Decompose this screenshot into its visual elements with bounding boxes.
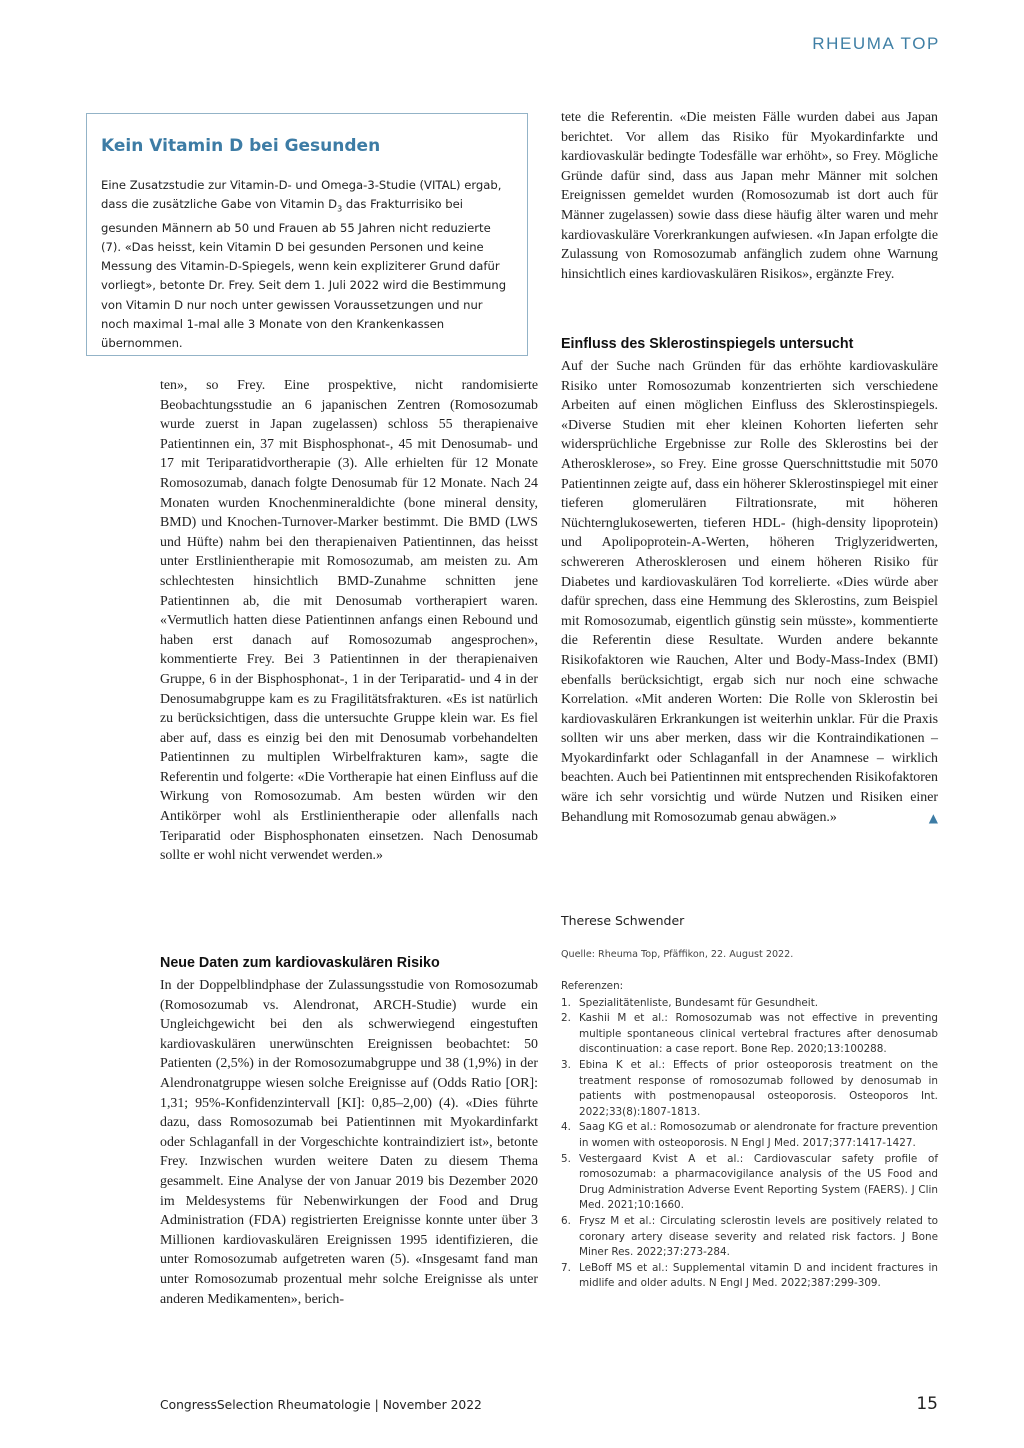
- right-section-heading: Einfluss des Sklerostinspiegels untersucht: [561, 336, 854, 352]
- reference-item: [561, 1011, 938, 1058]
- reference-text: Frysz M et al.: Circulating sclerostin levels are positively related to coronary artery disease severity and related risk factors. J Bone Miner Res. 2022;37:273-284.: [579, 1214, 938, 1259]
- reference-text: Ebina K et al.: Effects of prior osteoporosis treatment on the treatment response of romosozumab followed by denosumab in patients with postmenopausal osteoporosis. Osteoporos Int. 2022;33(8):1807-1813.: [579, 1058, 938, 1118]
- left-paragraph-1: ten», so Frey. Eine prospektive, nicht randomisierte Beobachtungsstudie an 6 japanischen Zentren (Romosozumab wurde zuerst in Japan zugelassen) schloss 55 therapienaive Patientinnen ein, 37 mit Bisphosphonat-, 45 mit Denosumab- und 17 mit Teriparatidvortherapie (3). Alle erhielten für 12 Monate Romosozumab, danach folgte Denosumab für 12 Monate. Nach 24 Monaten wurden Knochenmineraldichte (bone mineral density, BMD) und Knochen-Turnover-Marker bestimmt. Die BMD (LWS und Hüfte) nahm bei den therapienaiven Patientinnen, das heisst unter Erstlinientherapie mit Romosozumab, am meisten zu. Am schlechtesten hinsichtlich BMD-Zunahme schnitten jene Patientinnen ab, die mit Denosumab vortherapiert waren. «Vermutlich hatten diese Patientinnen anfangs einen Rebound und haben erst danach auf Romosozumab angesprochen», kommentierte Frey. Bei 3 Patientinnen in der therapienaiven Gruppe, 6 in der Bisphosphonat-, 1 in der Teriparatid- und 4 in der Denosumabgruppe kam es zu Fragilitätsfrakturen. «Es ist natürlich zu berücksichtigen, dass die untersuchte Gruppe klein war. Es fiel aber auf, dass es einzig bei den mit Denosumab vorbehandelten Patientinnen zu multiplen Wirbelfrakturen kam», sagte die Referentin und folgerte: «Die Vortherapie hat einen Einfluss auf die Wirkung von Romosozumab. Am besten würden wir den Antikörper wohl als Erstlinientherapie oder allenfalls nach Teriparatid oder Bisphosphonaten einsetzen. Nach Denosumab sollte er wohl nicht verwendet werden.»: [160, 378, 538, 864]
- reference-number: 7.: [561, 1261, 571, 1274]
- info-box-title: Kein Vitamin D bei Gesunden: [101, 136, 381, 156]
- footer-publication: CongressSelection Rheumatologie | November 2022: [160, 1398, 482, 1412]
- reference-text: Kashii M et al.: Romosozumab was not effective in preventing multiple spontaneous clinical vertebral fractures after denosumab discontinuation: a case report. Bone Rep. 2020;13:100288.: [579, 1012, 938, 1056]
- right-paragraph-2-text: Auf der Suche nach Gründen für das erhöhte kardiovaskuläre Risiko unter Romosozumab konzentrierten sich verschiedene Arbeiten auf einen möglichen Einfluss des Sklerostinspiegels. «Diverse Studien mit eher kleinen Kohorten lieferten sehr widersprüchliche Ergebnisse zur Rolle des Sklerostins bei der Atherosklerose», so Frey. Eine grosse Querschnittstudie mit 5070 Patientinnen zeigte auf, dass ein höherer Sklerostinspiegel mit einer tieferen glomerulären Filtrationsrate, mit höheren Nüchternglukosewerten, tieferen HDL- (high-density lipoprotein) und Apolipoprotein-A-Werten, höheren Triglyzeridwerten, schwereren Atherosklerosen und einem höheren Risiko für Diabetes und kardiovaskulären Tod korrelierte. «Dies würde aber dafür sprechen, dass eine Hemmung des Sklerostins, zum Beispiel mit Romosozumab, eigentlich günstig sein müsste», kommentierte die Referentin diese Resultate. Wurden andere bekannte Risikofaktoren wie Rauchen, Alter und Body-Mass-Index (BMI) ebenfalls berücksichtigt, ergab sich nur noch eine schwache Korrelation. «Mit anderen Worten: Die Rolle von Sklerostin bei kardiovaskulären Erkrankungen ist weiterhin unklar. Für die Praxis sollten wir uns aber merken, dass wir die Kontraindikationen – Myokardinfarkt oder Schlaganfall in der Anamnese – wirklich beachten. Auch bei Patientinnen mit entsprechenden Risikofaktoren wäre ich sehr vorsichtig und würde Nutzen und Risiken einer Behandlung mit Romosozumab genau abwägen.»: [561, 359, 938, 825]
- reference-number: 2.: [561, 1012, 571, 1025]
- reference-item: [561, 1120, 938, 1151]
- reference-number: 1.: [561, 996, 571, 1009]
- reference-number: 6.: [561, 1214, 571, 1227]
- info-box: [86, 113, 528, 356]
- references-heading: Referenzen:: [561, 980, 624, 992]
- info-box-text-part-a: Eine Zusatzstudie zur Vitamin-D- und Omega-3-Studie (VITAL) ergab, dass die zusätzliche Gabe von Vitamin D: [101, 178, 502, 212]
- right-column-body-2: [561, 357, 938, 828]
- left-paragraph-2: In der Doppelblindphase der Zulassungsstudie von Romosozumab (Romosozumab vs. Alendronat, ARCH-Studie) wurde ein Ungleichgewicht bei den als schwerwiegend eingestuften kardiovaskulären unerwünschten Ereignissen beobachtet: 50 Patienten (2,5%) in der Romosozumabgruppe und 38 (1,9%) in der Alendronatgruppe wiesen solche Ereignisse auf (Odds Ratio [OR]: 1,31; 95%-Konfidenzintervall [KI]: 0,85–2,00) (4). «Dies führte dazu, dass Romosozumab bei Patientinnen mit Myokardinfarkt oder Schlaganfall in der Vorgeschichte kontraindiziert ist», betonte Frey. Inzwischen wurden weitere Daten zu diesem Thema gesammelt. Eine Analyse der von Januar 2019 bis Dezember 2020 im Meldesystems für Nebenwirkungen der Food and Drug Administration (FDA) registrierten Ereignisse konnte unter über 3 Millionen kardiovaskulären Ereignissen 1995 identifizieren, die unter Romosozumab aufgetreten waren (5). «Insgesamt fand man unter Romosozumab prozentual mehr solche Ereignisse als unter anderen Medikamenten», berich-: [160, 978, 538, 1307]
- reference-text: Vestergaard Kvist A et al.: Cardiovascular safety profile of romosozumab: a pharmacovigilance analysis of the US Food and Drug Administration Adverse Event Reporting System (FAERS). J Clin Med. 2021;10:1660.: [579, 1152, 938, 1212]
- journal-masthead: RHEUMA TOP: [812, 34, 940, 53]
- right-paragraph-1: tete die Referentin. «Die meisten Fälle wurden dabei aus Japan berichtet. Vor allem das Risiko für Myokardinfarkte und kardiovaskulär bedingte Todesfälle war erhöht», so Frey. Mögliche Gründe dafür sind, dass aus Japan mehr Männer mit solchen Ereignissen gemeldet wurden (Romosozumab ist dort auch für Männer zugelassen) sowie dass diese häufig älter waren und mehr kardiovaskuläre Vorerkrankungen aufwiesen. «In Japan erfolgte die Zulassung von Romosozumab anfänglich zudem ohne Warnung hinsichtlich eines kardiovaskulären Risikos», ergänzte Frey.: [561, 110, 938, 282]
- end-triangle-icon: ▲: [928, 810, 938, 825]
- info-box-text-part-b: das Frakturrisiko bei gesunden Männern ab 50 und Frauen ab 55 Jahren nicht reduzierte (7). «Das heisst, kein Vitamin D bei gesunden Personen und keine Messung des Vitamin-D-Spiegels, wenn kein expliziterer Grund dafür vorliegt», betonte Dr. Frey. Seit dem 1. Juli 2022 wird die Bestimmung von Vitamin D nur noch unter gewissen Voraussetzungen und nur noch maximal 1-mal alle 3 Monate von den Krankenkassen übernommen.: [101, 197, 507, 350]
- reference-number: 5.: [561, 1152, 571, 1165]
- reference-number: 3.: [561, 1058, 571, 1071]
- article-author: Therese Schwender: [561, 913, 685, 928]
- info-box-text: [101, 176, 511, 353]
- reference-item: [561, 996, 938, 1012]
- right-column-body: [561, 108, 938, 284]
- info-box-subscript: 3: [337, 204, 343, 214]
- right-paragraph-2: [561, 357, 938, 827]
- left-column-body: [160, 376, 538, 866]
- reference-number: 4.: [561, 1121, 571, 1134]
- article-source: Quelle: Rheuma Top, Pfäffikon, 22. August 2022.: [561, 949, 794, 960]
- references-list: [561, 996, 938, 1292]
- reference-item: [561, 1152, 938, 1214]
- reference-item: [561, 1214, 938, 1261]
- references-section: [561, 979, 938, 1292]
- reference-text: Saag KG et al.: Romosozumab or alendronate for fracture prevention in women with osteoporosis. N Engl J Med. 2017;377:1417-1427.: [579, 1121, 938, 1149]
- reference-item: [561, 1058, 938, 1120]
- reference-text: LeBoff MS et al.: Supplemental vitamin D and incident fractures in midlife and older adults. N Engl J Med. 2022;387:299-309.: [579, 1261, 938, 1290]
- left-column-body-2: [160, 976, 538, 1309]
- reference-item: [561, 1261, 938, 1292]
- page-number: 15: [916, 1394, 938, 1414]
- reference-text: Spezialitätenliste, Bundesamt für Gesundheit.: [579, 996, 819, 1009]
- left-section-heading: Neue Daten zum kardiovaskulären Risiko: [160, 955, 440, 971]
